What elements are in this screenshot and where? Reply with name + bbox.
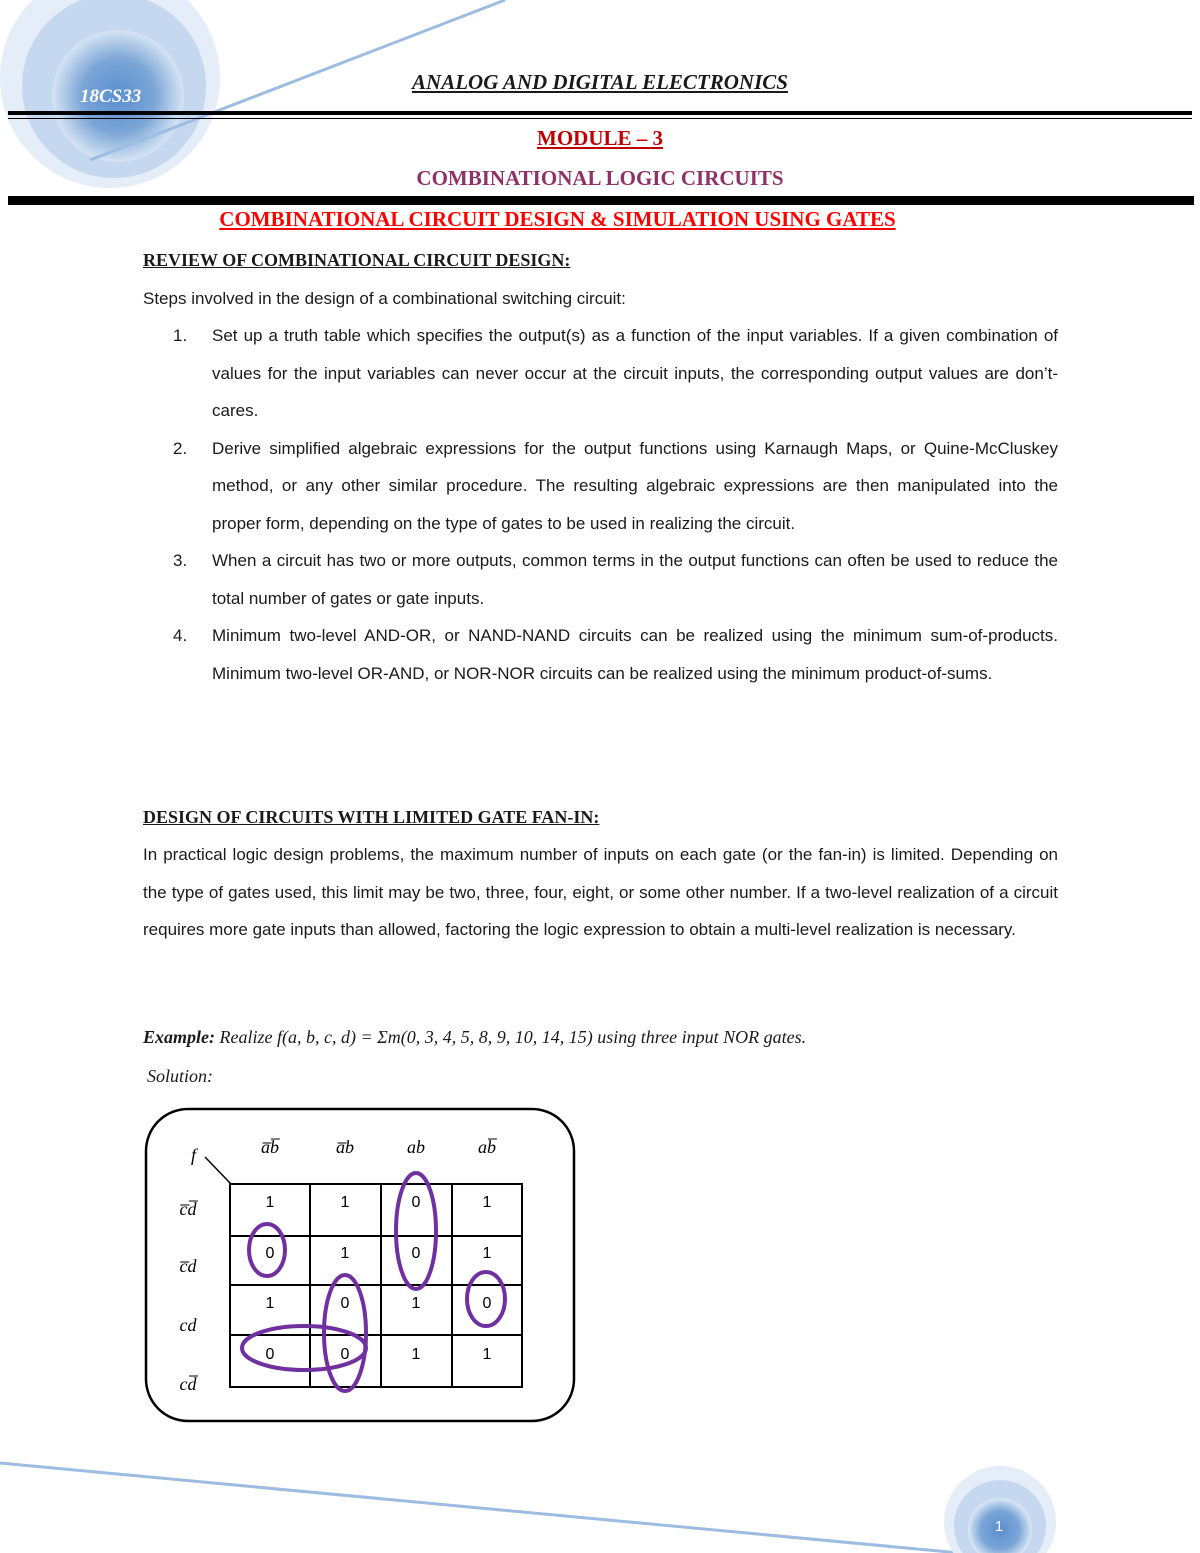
step-text: Set up a truth table which specifies the output(s) as a function of the input variables. If a given combination of values for the input variables can never occur at the circuit inputs, the corresponding output values are don’t-cares.: [212, 326, 1058, 420]
step-number: 4.: [173, 626, 188, 645]
kmap-cell-value: 0: [340, 1346, 350, 1363]
kmap-col-label: ab̅: [478, 1137, 496, 1157]
kmap-corner-label: f: [191, 1145, 197, 1165]
kmap-cell-value: 1: [340, 1194, 350, 1211]
kmap-cell-value: 1: [482, 1346, 492, 1363]
kmap-row-label: c̅d: [179, 1256, 197, 1276]
header-rule-bottom: [8, 118, 1192, 119]
subject-title: ANALOG AND DIGITAL ELECTRONICS: [412, 70, 788, 94]
step-number: 3.: [173, 551, 188, 570]
kmap-col-label: a̅b̅: [261, 1137, 279, 1157]
solution-label: Solution:: [147, 1066, 213, 1086]
section-title: COMBINATIONAL CIRCUIT DESIGN & SIMULATION USING GATES: [219, 207, 896, 231]
kmap-cell-value: 1: [482, 1245, 492, 1262]
kmap-cell-value: 1: [411, 1346, 421, 1363]
chapter-title: COMBINATIONAL LOGIC CIRCUITS: [416, 166, 784, 190]
kmap-col-label: a̅b: [336, 1137, 354, 1157]
design-steps-list: [143, 317, 1058, 692]
kmap-cell-value: 1: [265, 1295, 275, 1312]
kmap-cell-value: 0: [482, 1295, 492, 1312]
kmap-cell-value: 0: [265, 1245, 275, 1262]
kmap-row-label: c̅d̅: [179, 1199, 197, 1219]
fanin-paragraph: In practical logic design problems, the maximum number of inputs on each gate (or the fan-in) is limited. Depending on the type of gates used, this limit may be two, three, four, eight, or some other number. If a two-level realization of a circuit requires more gate inputs than allowed, factoring the logic expression to obtain a multi-level realization is necessary.: [143, 845, 1058, 939]
kmap-col-label: ab: [407, 1137, 425, 1157]
list-item: [143, 542, 1058, 617]
review-intro: Steps involved in the design of a combinational switching circuit:: [143, 289, 626, 308]
step-text: Minimum two-level AND-OR, or NAND-NAND circuits can be realized using the minimum sum-of-products. Minimum two-level OR-AND, or NOR-NOR circuits can be realized using the minimum product-of-sums.: [212, 626, 1058, 683]
review-heading: REVIEW OF COMBINATIONAL CIRCUIT DESIGN:: [143, 250, 571, 270]
kmap-cell-value: 0: [411, 1245, 421, 1262]
page-number: 1: [994, 1518, 1004, 1535]
header-rule-top: [8, 111, 1192, 115]
kmap-row-label: cd̅: [179, 1374, 197, 1394]
step-text: When a circuit has two or more outputs, common terms in the output functions can often be used to reduce the total number of gates or gate inputs.: [212, 551, 1058, 608]
module-title: MODULE – 3: [537, 126, 663, 150]
kmap-cell-value: 1: [411, 1295, 421, 1312]
step-number: 1.: [173, 326, 188, 345]
chapter-rule: [8, 196, 1194, 205]
kmap-row-label: cd: [179, 1315, 197, 1335]
kmap-cell-value: 1: [482, 1194, 492, 1211]
kmap-cell-value: 1: [340, 1245, 350, 1262]
example-text: Realize f(a, b, c, d) = Σm(0, 3, 4, 5, 8, 9, 10, 14, 15) using three input NOR gates.: [219, 1027, 807, 1047]
step-number: 2.: [173, 438, 188, 458]
course-code: 18CS33: [80, 86, 142, 107]
example-label: Example:: [143, 1027, 215, 1047]
footer-swoosh-line: [0, 1463, 960, 1553]
list-item: [143, 317, 1058, 430]
kmap-cell-value: 0: [340, 1295, 350, 1312]
list-item: [143, 430, 1058, 543]
kmap-cell-value: 0: [265, 1346, 275, 1363]
kmap-cell-value: 1: [265, 1194, 275, 1211]
fanin-heading: DESIGN OF CIRCUITS WITH LIMITED GATE FAN-IN:: [143, 807, 600, 827]
step-text: Derive simplified algebraic expressions for the output functions using Karnaugh Maps, or Quine-McCluskey method, or any other similar procedure. The resulting algebraic expressions are then manipulated into the proper form, depending on the type of gates to be used in realizing the circuit.: [212, 438, 1058, 533]
kmap-cell-value: 0: [411, 1194, 421, 1211]
list-item: [143, 617, 1058, 692]
example-line: [143, 1027, 806, 1048]
